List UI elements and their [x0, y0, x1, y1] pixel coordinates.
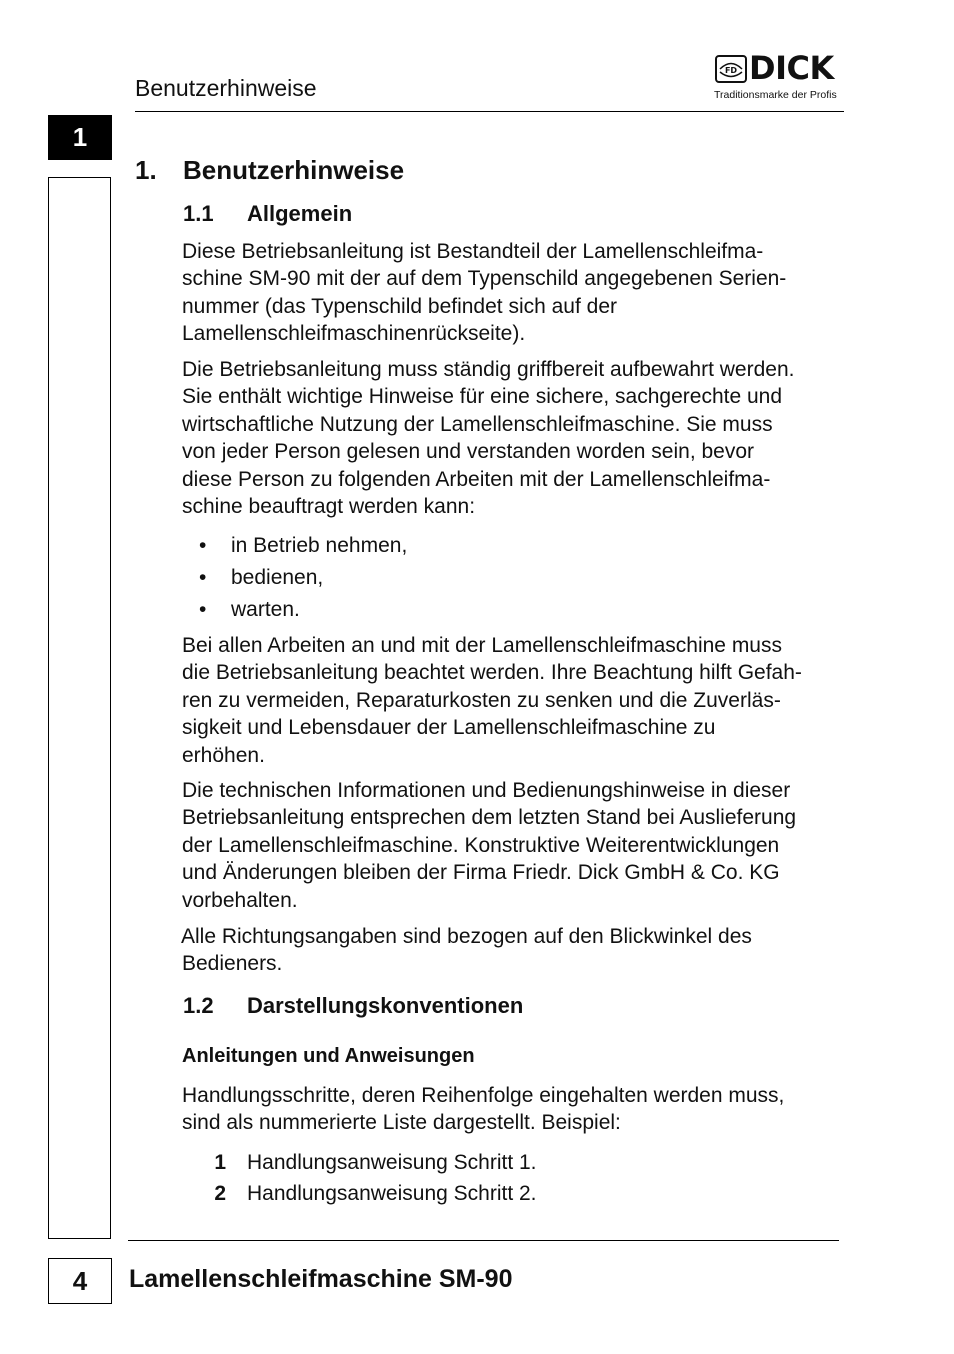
paragraph-technical-info	[182, 777, 862, 914]
paragraph-observance	[182, 632, 862, 769]
section-heading-1	[135, 155, 404, 186]
text-line: Diese Betriebsanleitung ist Bestandteil der Lamellenschleifma-	[182, 240, 764, 263]
text-line: die Betriebsanleitung beachtet werden. Ihre Beachtung hilft Gefah-	[182, 661, 802, 685]
paragraph-intro	[182, 238, 862, 348]
subsection-number: 1.1	[183, 201, 214, 226]
dick-logo	[713, 49, 847, 102]
step-text: Handlungsanweisung Schritt 2.	[247, 1182, 537, 1205]
step-number: 1	[214, 1151, 226, 1174]
subsection-title: Allgemein	[247, 201, 353, 226]
text-line: und Änderungen bleiben der Firma Friedr. Dick GmbH & Co. KG	[182, 861, 780, 885]
list-item-text: bedienen,	[231, 566, 324, 589]
section-number: 1.	[135, 155, 157, 185]
text-line: Alle Richtungsangaben sind bezogen auf den Blickwinkel des	[181, 925, 752, 948]
chapter-number: 1	[72, 122, 88, 152]
logo-wordmark: DICK	[749, 49, 834, 87]
list-item	[182, 1180, 537, 1211]
text-line: Bei allen Arbeiten an und mit der Lamellenschleifmaschine muss	[182, 634, 782, 657]
list-item	[182, 564, 407, 596]
list-item	[182, 1149, 537, 1180]
text-line: der Lamellenschleifmaschine. Konstruktive Weiterentwicklungen	[182, 833, 780, 857]
bullet-icon: •	[199, 534, 207, 557]
paragraph-numbered-steps	[182, 1082, 862, 1137]
paragraph-directions	[181, 923, 861, 978]
example-step-list	[182, 1149, 537, 1211]
footer-title: Lamellenschleifmaschine SM-90	[129, 1265, 513, 1293]
logo-tagline: Traditionsmarke der Profis	[714, 89, 837, 101]
running-header-title: Benutzerhinweise	[135, 75, 317, 101]
text-line: vorbehalten.	[182, 888, 298, 912]
chapter-tab	[48, 115, 112, 160]
text-line: diese Person zu folgenden Arbeiten mit der Lamellenschleifma-	[182, 467, 771, 491]
text-line: Die Betriebsanleitung muss ständig griffbereit aufbewahrt werden.	[182, 358, 795, 381]
subsection-heading-1-1	[183, 201, 352, 227]
text-line: sind als nummerierte Liste dargestellt. Beispiel:	[182, 1111, 621, 1135]
text-line: schine SM-90 mit der auf dem Typenschild angegebenen Serien-	[182, 267, 787, 291]
bullet-icon: •	[199, 598, 207, 621]
section-title: Benutzerhinweise	[183, 155, 405, 185]
list-item	[182, 596, 407, 628]
subsection-number: 1.2	[183, 993, 214, 1018]
text-line: schine beauftragt werden kann:	[182, 495, 476, 519]
header-rule	[135, 111, 844, 112]
step-text: Handlungsanweisung Schritt 1.	[247, 1151, 537, 1174]
text-line: nummer (das Typenschild befindet sich auf der	[182, 294, 618, 318]
text-line: Betriebsanleitung entsprechen dem letzten Stand bei Auslieferung	[182, 806, 797, 830]
subsection-title: Darstellungskonventionen	[247, 993, 524, 1018]
subheading-instructions: Anleitungen und Anweisungen	[182, 1045, 475, 1067]
text-line: Lamellenschleifmaschinenrückseite).	[182, 322, 526, 346]
subsection-heading-1-2	[183, 993, 523, 1019]
text-line: Bedieners.	[182, 952, 283, 976]
page-number-box	[48, 1258, 112, 1304]
text-line: Sie enthält wichtige Hinweise für eine sichere, sachgerechte und	[182, 385, 783, 409]
dick-emblem-icon	[715, 55, 747, 83]
text-line: sigkeit und Lebensdauer der Lamellenschleifmaschine zu	[182, 716, 716, 740]
text-line: von jeder Person gelesen und verstanden worden sein, bevor	[182, 440, 755, 464]
text-line: wirtschaftliche Nutzung der Lamellenschleifmaschine. Sie muss	[182, 412, 773, 436]
list-item-text: in Betrieb nehmen,	[231, 534, 408, 557]
bullet-icon: •	[199, 566, 207, 589]
page-number: 4	[72, 1265, 88, 1296]
footer-rule	[128, 1240, 839, 1241]
logo-emblem-text: FD	[724, 66, 738, 75]
text-line: Handlungsschritte, deren Reihenfolge eingehalten werden muss,	[182, 1084, 785, 1107]
text-line: Die technischen Informationen und Bedienungshinweise in dieser	[182, 779, 791, 802]
task-bullet-list	[182, 532, 407, 628]
text-line: erhöhen.	[182, 743, 265, 767]
step-number: 2	[214, 1182, 226, 1205]
paragraph-availability	[182, 356, 862, 520]
side-margin-frame	[48, 177, 111, 1239]
list-item-text: warten.	[231, 598, 300, 621]
text-line: ren zu vermeiden, Reparaturkosten zu senken und die Zuverläs-	[182, 688, 781, 712]
list-item	[182, 532, 407, 564]
